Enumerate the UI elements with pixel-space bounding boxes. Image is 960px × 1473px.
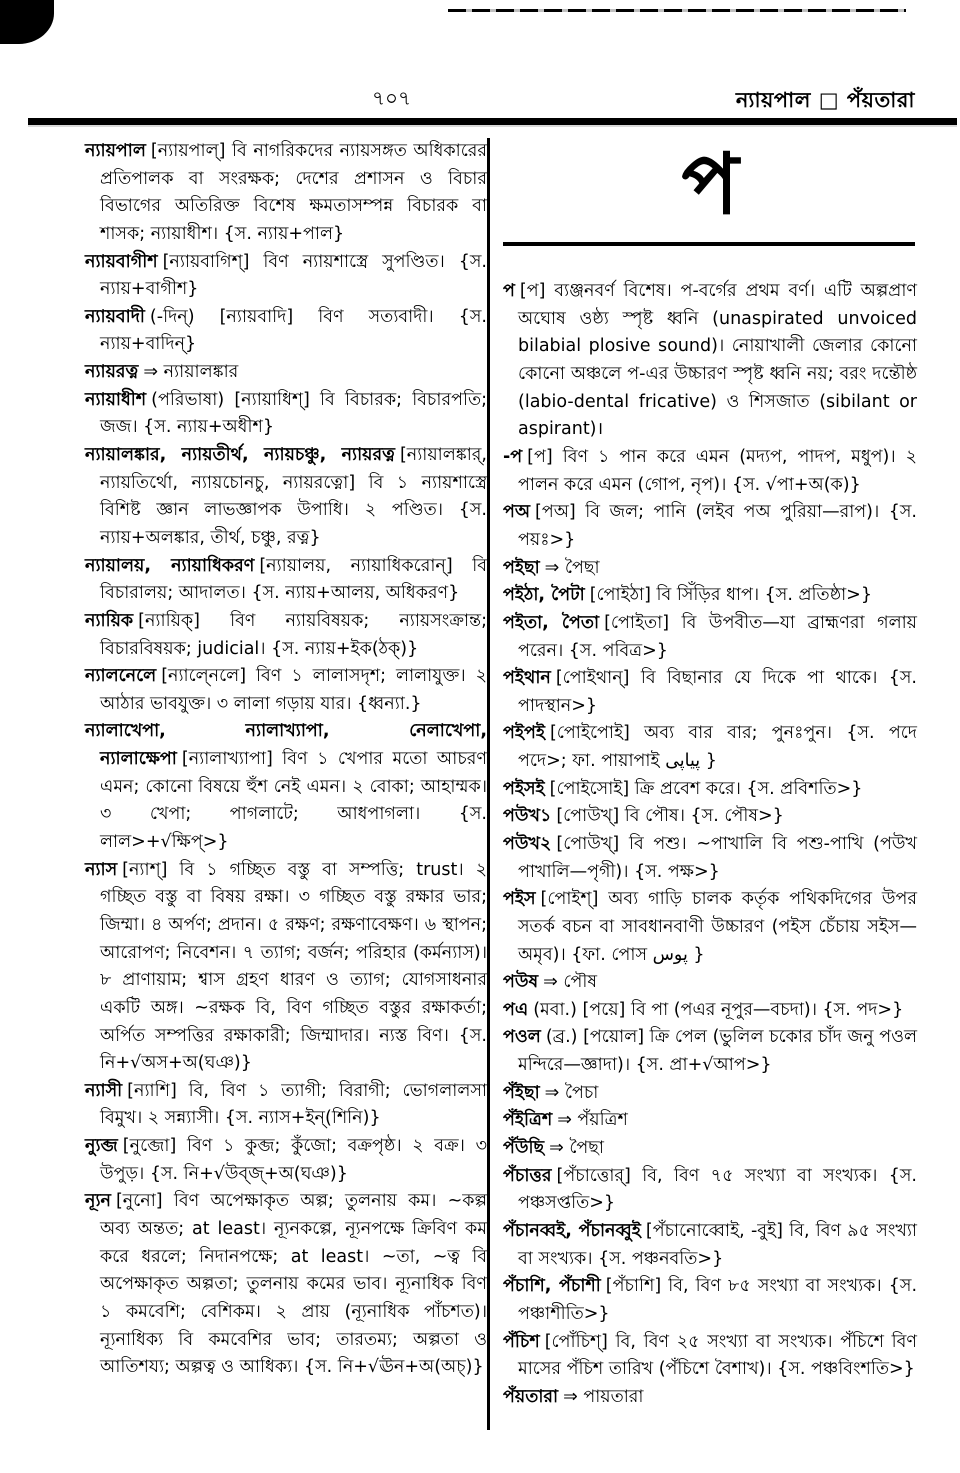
dictionary-entry bbox=[85, 138, 487, 249]
entry-headword: পইঠা, পৈটা bbox=[503, 585, 585, 606]
entry-body: ⇒ পৌষ bbox=[543, 972, 598, 993]
dictionary-entry bbox=[503, 444, 917, 499]
entry-headword: ন্যূন bbox=[85, 1191, 111, 1212]
entry-body: [পোউখ্] বি পৌষ। {স. পৌষ>} bbox=[556, 806, 784, 827]
dictionary-entry bbox=[85, 1133, 487, 1188]
dictionary-entry bbox=[503, 665, 917, 720]
entry-headword: পঁইছা bbox=[503, 1082, 540, 1103]
entry-body: [নুব্জো] বিণ ১ কুব্জ; কুঁজো; বক্রপৃষ্ঠ। ২ বক্র। ৩ উপুড়। {স. নি+√উব্জ্+অ(ঘঞ)} bbox=[100, 1136, 487, 1184]
entry-body: ⇒ পায়তারা bbox=[563, 1386, 644, 1407]
entry-headword: পইস bbox=[503, 889, 536, 910]
entry-headword: পইছা bbox=[503, 557, 540, 578]
dictionary-entry bbox=[503, 997, 917, 1025]
dictionary-entry bbox=[85, 249, 487, 304]
entry-headword: -প bbox=[503, 447, 523, 468]
entry-body: [ন্যায়ালয়, ন্যায়াধিকরোন্] বি বিচারালয়; আদালত। {স. ন্যায়+আলয়, অধিকরণ} bbox=[100, 555, 487, 604]
entry-body: [ন্যায়পাল্] বি নাগরিকদের ন্যায়সঙ্গত অধিকারের প্রতিপালক বা সংরক্ষক; দেশের প্রশাসন ও বিচার বিভাগের অতিরিক্ত বিশেষ ক্ষমতাসম্পন্ন বিচারক বা শাসক; ন্যায়াধীশ। {স. ন্যায়+পাল} bbox=[100, 141, 487, 244]
entry-headword: পইথান bbox=[503, 668, 551, 689]
dictionary-entry bbox=[503, 1080, 917, 1108]
dictionary-entry bbox=[85, 857, 487, 1078]
dictionary-entry bbox=[503, 776, 917, 804]
dictionary-columns bbox=[85, 134, 918, 1458]
entry-body: [ন্যাল্নেলে] বিণ ১ লালাসদৃশ; লালাযুক্ত। ২ আঠার ভাবযুক্ত। ৩ লালা গড়ায় যার। {ধ্বন্যা.} bbox=[100, 666, 487, 714]
entry-headword: পঁয়তারা bbox=[503, 1386, 559, 1407]
entry-body: [ন্যাশ্] বি ১ গচ্ছিত বস্তু বা সম্পত্তি; trust। ২ গচ্ছিত বস্তু বা বিষয় রক্ষা। ৩ গচ্ছিত বস্তু রক্ষার ভার; জিম্মা। ৪ অর্পণ; প্রদান। ৫ রক্ষণ; রক্ষণাবেক্ষণ। ৬ স্থাপন; আরোপণ; নিবেশন। ৭ ত্যাগ; বর্জন; পরিহার (কর্মন্যাস)। ৮ প্রাণায়াম; শ্বাস গ্রহণ ধারণ ও ত্যাগ; যোগসাধনার একটি অঙ্গ। ~রক্ষক বি, বিণ গচ্ছিত বস্তুর রক্ষাকর্তা; অর্পিত সম্পত্তির রক্ষাকারী; জিম্মাদার। ন্যস্ত বিণ। {স. নি+√অস+অ(ঘঞ)} bbox=[100, 859, 487, 1074]
entry-headword: ন্যাসী bbox=[85, 1080, 123, 1101]
header-rule bbox=[28, 117, 957, 125]
dictionary-entry bbox=[503, 720, 917, 775]
entry-body: [পোউখ্] বি পশু। ~পাখালি বি পশু-পাখি (পউখ পাখালি—পৃগী)। {স. পক্ষ>} bbox=[518, 834, 917, 882]
dictionary-entry bbox=[85, 442, 487, 553]
entry-headword: পঁইত্রিশ bbox=[503, 1110, 553, 1131]
dictionary-entry bbox=[503, 1218, 917, 1273]
dictionary-entry bbox=[503, 1024, 917, 1079]
right-entries bbox=[503, 278, 917, 1411]
dictionary-entry bbox=[503, 886, 917, 969]
entry-body: ⇒ পৈচা bbox=[544, 1082, 599, 1103]
entry-headword: ন্যায়বাগীশ bbox=[85, 251, 158, 272]
entry-headword: পওল bbox=[503, 1027, 541, 1048]
entry-headword: পঅ bbox=[503, 502, 531, 523]
entry-body: [পঁচানোব্বোই, -বুই] বি, বিণ ৯৫ সংখ্যা বা সংখ্যক। {স. পঞ্চনবতি>} bbox=[518, 1220, 917, 1269]
entry-headword: প bbox=[503, 281, 515, 302]
entry-headword: পএ bbox=[503, 999, 529, 1020]
entry-headword: পঁউছি bbox=[503, 1138, 545, 1159]
entry-body: [পঅ] বি জল; পানি (লইব পঅ পুরিয়া—রাপ)। {স. পয়ঃ>} bbox=[518, 502, 917, 550]
entry-body: [পঁচাত্তোর্] বি, বিণ ৭৫ সংখ্যা বা সংখ্যক। {স. পঞ্চসপ্ততি>} bbox=[518, 1165, 917, 1214]
entry-headword: ন্যায়বাদী bbox=[85, 306, 145, 327]
dictionary-entry bbox=[503, 1329, 917, 1384]
entry-body: [ন্যালাখ্যাপা] বিণ ১ খেপার মতো আচরণ এমন; কোনো বিষয়ে হুঁশ নেই এমন। ২ বোকা; আহাম্মক। ৩ খেপা; পাগলাটে; আধপাগলা। {স. লাল>+√ক্ষিপ্>} bbox=[100, 749, 487, 853]
entry-headword: পইপই bbox=[503, 723, 545, 744]
dictionary-entry bbox=[503, 582, 917, 610]
dictionary-entry bbox=[503, 499, 917, 554]
entry-headword: ন্যায়াধীশ bbox=[85, 389, 147, 410]
entry-body: [পোইপোই] অব্য বার বার; পুনঃপুন। {স. পদে পদে>; ফা. পায়াপাই پیاپی } bbox=[518, 723, 917, 772]
dictionary-entry bbox=[85, 1188, 487, 1381]
dictionary-entry bbox=[503, 1384, 917, 1412]
entry-headword: ন্যায়ালয়, ন্যায়াধিকরণ bbox=[85, 555, 255, 576]
entry-body: [পোইঠা] বি সিঁড়ির ধাপ। {স. প্রতিষ্ঠা>} bbox=[589, 585, 872, 606]
entry-headword: পঁচানব্বই, পঁচানব্বুই bbox=[503, 1220, 641, 1241]
entry-body: (-দিন্) [ন্যায়বাদি] বিণ সত্যবাদী। {স. ন্যায়+বাদিন্} bbox=[100, 306, 487, 355]
dictionary-entry bbox=[85, 304, 487, 359]
dictionary-entry bbox=[85, 718, 487, 856]
entry-body: (মবা.) [পয়ে] বি পা (পএর নূপুর—বচদা)। {স. পদ>} bbox=[533, 999, 904, 1020]
entry-headword: ন্যায়রত্ন bbox=[85, 362, 139, 383]
dictionary-entry bbox=[85, 553, 487, 608]
page-header bbox=[0, 84, 960, 114]
entry-headword: ন্যায়পাল bbox=[85, 141, 146, 161]
entry-body: [পোইথান্] বি বিছানার যে দিকে পা থাকে। {স. পাদস্থান>} bbox=[518, 668, 917, 716]
entry-headword: পইতা, পৈতা bbox=[503, 612, 600, 633]
dictionary-entry bbox=[503, 610, 917, 665]
dictionary-entry bbox=[503, 555, 917, 583]
dictionary-entry bbox=[85, 387, 487, 442]
entry-body: [পঁচাশি] বি, বিণ ৮৫ সংখ্যা বা সংখ্যক। {স. পঞ্চাশীতি>} bbox=[518, 1276, 918, 1324]
entry-body: [ন্যায়িক্] বিণ ন্যায়বিষয়ক; ন্যায়সংক্রান্ত; বিচারবিষয়ক; judicial। {স. ন্যায়+ইক(ঠক্)} bbox=[100, 610, 487, 659]
dictionary-entry bbox=[503, 969, 917, 997]
dictionary-entry bbox=[503, 831, 917, 886]
entry-headword: ন্যুব্জ bbox=[85, 1136, 118, 1157]
dictionary-entry bbox=[503, 1273, 917, 1328]
entry-headword: ন্যায়িক bbox=[85, 610, 134, 631]
entry-body: (পরিভাষা) [ন্যায়াধিশ্] বি বিচারক; বিচারপতি; জজ। {স. ন্যায়+অধীশ} bbox=[100, 389, 487, 438]
entry-headword: ন্যালাখেপা, ন্যালাখ্যাপা, নেলাখেপা, ন্যালাক্ষেপা bbox=[85, 721, 487, 770]
entry-body: [পোঁচিশ্] বি, বিণ ২৫ সংখ্যা বা সংখ্যক। পঁচিশে বিণ মাসের পঁচিশ তারিখ (পঁচিশে বৈশাখ)। {স. পঞ্চবিংশতি>} bbox=[518, 1331, 917, 1380]
entry-headword: ন্যালনেলে bbox=[85, 666, 157, 687]
dictionary-entry bbox=[503, 1107, 917, 1135]
page-number: ৭০৭ bbox=[372, 86, 412, 110]
entry-headword: পউখ১ bbox=[503, 806, 552, 827]
entry-headword: ন্যাস bbox=[85, 859, 118, 880]
entry-headword: পউখ২ bbox=[503, 834, 552, 854]
entry-body: [প] বিণ ১ পান করে এমন (মদ্যপ, পাদপ, মধুপ)। ২ পালন করে এমন (গোপ, নৃপ)। {স. √পা+অ(ক)} bbox=[518, 447, 917, 495]
entry-headword: পঁচাশি, পঁচাশী bbox=[503, 1276, 601, 1297]
entry-body: [ন্যায়ালঙ্কার্, ন্যায়তির্থো, ন্যায়চোনচু, ন্যায়রত্নো] বি ১ ন্যায়শাস্ত্রে বিশিষ্ট জ্ঞান লাভজ্ঞাপক উপাধি। ২ পণ্ডিত। {স. ন্যায়+অলঙ্কার, তীর্থ, চঞ্চু, রত্ন} bbox=[100, 445, 487, 548]
entry-body: [পোইসোই] ক্রি প্রবেশ করে। {স. প্রবিশতি>} bbox=[549, 778, 863, 799]
entry-headword: পঁচিশ bbox=[503, 1331, 540, 1352]
dictionary-entry bbox=[503, 1163, 917, 1218]
dictionary-entry bbox=[503, 803, 917, 831]
entry-body: [পোইশ্] অব্য গাড়ি চালক কর্তৃক পথিকদিগের উপর সতর্ক বচন বা সাবধানবাণী উচ্চারণ (পইস চেঁচায় সইস—অমৃব)। {ফা. পোস پوس } bbox=[518, 889, 917, 965]
dictionary-entry bbox=[85, 663, 487, 718]
entry-body: ⇒ ন্যায়ালঙ্কার bbox=[143, 362, 239, 383]
dictionary-entry bbox=[85, 359, 487, 387]
entry-body: ⇒ পৈছা bbox=[549, 1138, 604, 1159]
entry-headword: পঁচাত্তর bbox=[503, 1165, 552, 1186]
entry-body: (ব্র.) [পয়োল] ক্রি পেল (ভুলিল চকোর চাঁদ জনু পওল মন্দিরে—জ্ঞাদা)। {স. প্রা+√আপ>} bbox=[518, 1027, 917, 1076]
guide-words: ন্যায়পাল □ পঁয়তারা bbox=[735, 88, 915, 112]
dictionary-entry bbox=[503, 278, 917, 444]
dictionary-entry bbox=[85, 1078, 487, 1133]
entry-body: ⇒ পঁয়ত্রিশ bbox=[557, 1110, 628, 1131]
entry-body: [ন্যায়বাগিশ্] বিণ ন্যায়শাস্ত্রে সুপণ্ডিত। {স. ন্যায়+বাগীশ} bbox=[100, 251, 487, 300]
entry-body: [ন্যাশি] বি, বিণ ১ ত্যাগী; বিরাগী; ভোগলালসা বিমুখ। ২ সন্ন্যাসী। {স. ন্যাস+ইন্(শিনি)} bbox=[100, 1080, 487, 1129]
entry-headword: পউষ bbox=[503, 972, 539, 993]
dictionary-entry bbox=[85, 608, 487, 663]
entry-headword: ন্যায়ালঙ্কার, ন্যায়তীর্থ, ন্যায়চঞ্চু, ন্যায়রত্ন bbox=[85, 445, 395, 466]
entry-headword: পইসই bbox=[503, 778, 545, 799]
entry-body: [নুনো] বিণ অপেক্ষাকৃত অল্প; তুলনায় কম। ~কল্প অব্য অন্তত; at least। ন্যূনকল্পে, ন্যূনপক্ষে ক্রিবিণ কম করে ধরলে; নিদানপক্ষে; at least। ~তা, ~ত্ব বি অপেক্ষাকৃত অল্পতা; তুলনায় কমের ভাব। ন্যূনাধিক বিণ ১ কমবেশি; বেশিকম। ২ প্রায় (ন্যূনাধিক পাঁচশত)। ন্যূনাধিক্য বি কমবেশির ভাব; তারতম্য; অল্পতা ও আতিশয্য; অল্পত্ব ও আধিক্য। {স. নি+√ঊন+অ(অচ্)} bbox=[100, 1191, 487, 1378]
entry-body: ⇒ পৈছা bbox=[544, 557, 600, 578]
left-column bbox=[85, 138, 487, 1458]
top-scan-artifact bbox=[448, 9, 906, 12]
right-column bbox=[490, 134, 918, 1458]
entry-body: [প] ব্যঞ্জনবর্ণ বিশেষ। প-বর্গের প্রথম বর্ণ। এটি অল্পপ্রাণ অঘোষ ওষ্ঠ্য স্পৃষ্ট ধ্বনি (unaspirated unvoiced bilabial plosive sound)। নোয়াখালী জেলার কোনো কোনো অঞ্চলে প-এর উচ্চারণ স্পৃষ্ট ধ্বনি নয়; বরং দন্তৌষ্ঠ (labio-dental fricative) ও শিসজাত (sibilant or aspirant)। bbox=[518, 281, 917, 440]
dictionary-entry bbox=[503, 1135, 917, 1163]
section-rule bbox=[503, 242, 915, 246]
entry-body: [পোইতা] বি উপবীত—যা ব্রাহ্মণরা গলায় পরেন। {স. পবিত্র>} bbox=[518, 612, 917, 661]
section-letter: প bbox=[681, 134, 739, 233]
corner-scan-mark bbox=[0, 0, 54, 44]
